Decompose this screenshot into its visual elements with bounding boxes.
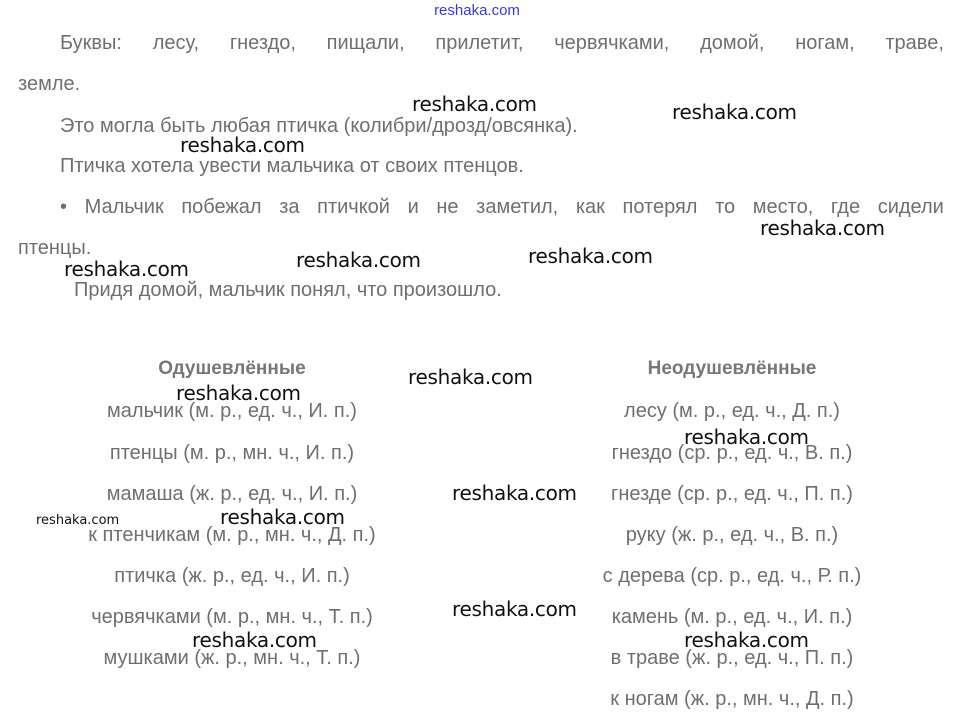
word: лесу, [152,32,200,54]
watermark: reshaka.com [452,481,577,505]
animate-item: мамаша (ж. р., ед. ч., И. п.) [106,483,358,505]
word: прилетит, [435,32,524,54]
watermark: reshaka.com [452,597,577,621]
animate-item: птенцы (м. р., мн. ч., И. п.) [109,442,355,464]
animate-column-header: Одушевлённые [158,358,306,379]
watermark: reshaka.com [408,365,533,389]
letters-line [60,31,944,55]
word: пищали, [326,32,405,54]
inanimate-column-header: Неодушевлённые [647,358,817,379]
watermark: reshaka.com [180,133,305,157]
word: место, [752,196,814,218]
inanimate-item: гнезде (ср. р., ед. ч., П. п.) [611,483,853,505]
word: гнездо, [229,32,296,54]
inanimate-item: руку (ж. р., ед. ч., В. п.) [625,524,839,546]
watermark: reshaka.com [528,244,653,268]
inanimate-item: в траве (ж. р., ед. ч., П. п.) [610,647,854,669]
word: заметил, [476,196,559,218]
word: ногам, [795,32,855,54]
word: Мальчик [84,196,164,218]
letters-line-continuation: земле. [18,73,81,95]
watermark: reshaka.com [192,628,317,652]
watermark: reshaka.com [760,216,885,240]
watermark: reshaka.com [64,257,189,281]
watermark: reshaka.com [220,505,345,529]
animate-item: червячками (м. р., мн. ч., Т. п.) [91,606,373,628]
animate-item: мушками (ж. р., мн. ч., Т. п.) [103,647,361,669]
watermark: reshaka.com [684,628,809,652]
word: потерял [622,196,698,218]
word: где [830,196,861,218]
word: траве, [885,32,944,54]
inanimate-item: гнездо (ср. р., ед. ч., В. п.) [611,442,853,464]
word: Буквы: [60,32,122,54]
inanimate-item: лесу (м. р., ед. ч., Д. п.) [624,400,840,422]
watermark: reshaka.com [672,100,797,124]
animate-item: мальчик (м. р., ед. ч., И. п.) [107,400,357,422]
boy-sentence-continuation: птенцы. [18,237,92,259]
word: как [575,196,605,218]
watermark: reshaka.com [296,248,421,272]
animate-item: к птенчикам (м. р., мн. ч., Д. п.) [88,524,376,546]
word: побежал [181,196,262,218]
watermark: reshaka.com [176,381,301,405]
bird-intent-sentence: Птичка хотела увести мальчика от своих птенцов. [60,155,524,177]
word: сидели [877,196,944,218]
inanimate-item: к ногам (ж. р., мн. ч., Д. п.) [610,688,854,710]
inanimate-item: камень (м. р., ед. ч., И. п.) [611,606,853,628]
word: за [279,196,300,218]
word: и [407,196,419,218]
word: не [436,196,459,218]
watermark-small: reshaka.com [36,513,120,528]
word: домой, [700,32,765,54]
inanimate-item: с дерева (ср. р., ед. ч., Р. п.) [602,565,862,587]
watermark: reshaka.com [412,92,537,116]
word: червячками, [554,32,670,54]
word: то [715,196,736,218]
conclusion-sentence: Придя домой, мальчик понял, что произошло. [74,279,502,301]
word: • [60,196,68,218]
bird-sentence: Это могла быть любая птичка (колибри/дрозд/овсянка). [60,115,578,137]
animate-item: птичка (ж. р., ед. ч., И. п.) [114,565,350,587]
word: птичкой [317,196,390,218]
watermark: reshaka.com [684,425,809,449]
site-url-header: reshaka.com [434,2,520,19]
